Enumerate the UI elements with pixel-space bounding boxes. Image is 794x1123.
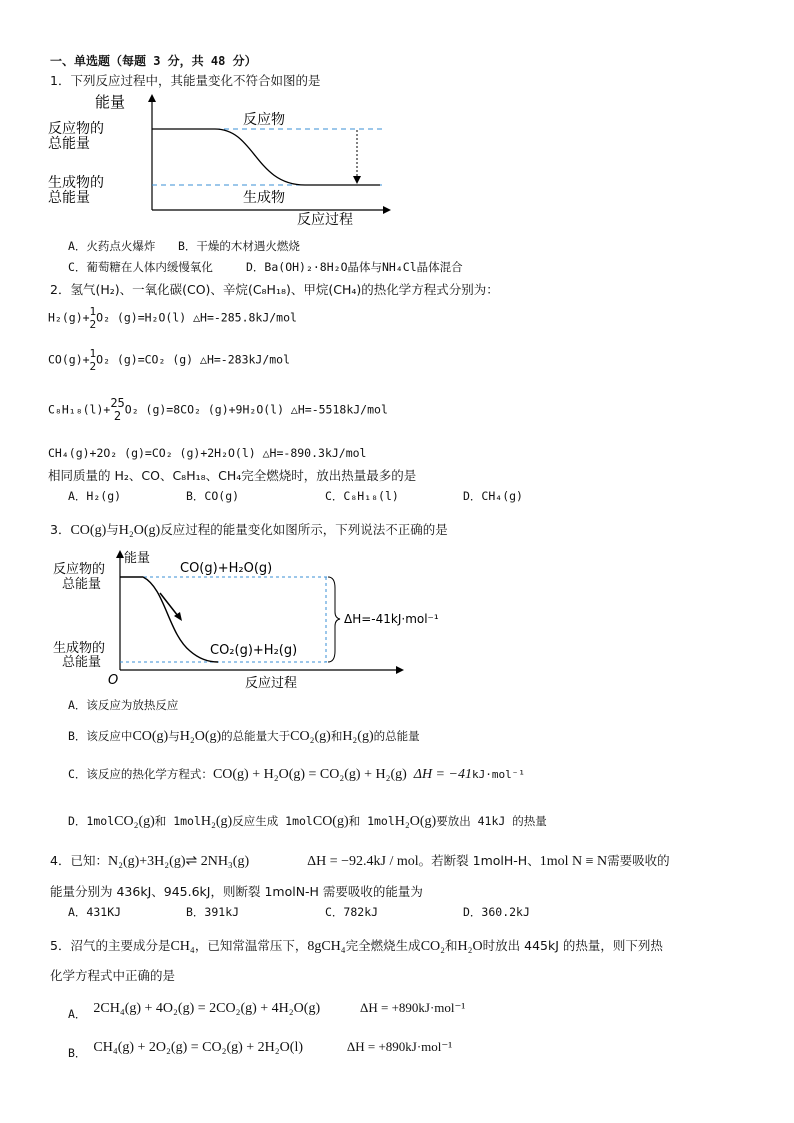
q2-eq1-post: O₂ (g)=H₂O(l) △H=-285.8kJ/mol — [96, 310, 297, 325]
q2-eq3-fraction — [110, 397, 124, 423]
q4-nn-bond: 1mol N ≡ N — [539, 854, 608, 869]
q5-h2o: H₂O — [457, 939, 483, 954]
q2-equation-3 — [48, 397, 388, 423]
q1-x-axis-arrow — [383, 206, 391, 214]
q4-option-b[interactable]: B．391kJ — [186, 905, 240, 919]
q1-energy-diagram — [40, 92, 400, 227]
q3-b-co2: CO₂(g) — [290, 729, 331, 744]
q2-eq1-pre: H₂(g)+ — [48, 310, 90, 325]
q2-option-c[interactable]: C．C₈H₁₈(l) — [325, 489, 399, 503]
q1-product-label: 生成物 — [243, 190, 285, 206]
q3-reactant-total-2: 总能量 — [62, 577, 102, 592]
q1-delta-arrow-head — [353, 176, 361, 184]
q3-option-d[interactable]: D．1molCO₂(g)和 1molH₂(g)反应生成 1molCO(g)和 1molH₂O(g)要放出 41kJ 的热量 — [68, 814, 547, 829]
q2-option-b[interactable]: B．CO(g) — [186, 489, 240, 503]
q3-reactant-label: CO(g)+H₂O(g) — [180, 561, 273, 576]
q4-stem: 4．已知：N₂(g)+3H₂(g)⇌ 2NH₃(g) ΔH = −92.4kJ / mol。若断裂 1molH-H、1mol N ≡ N需要吸收的 — [50, 853, 670, 869]
q1-reactant-total-2: 总能量 — [48, 136, 90, 152]
q3-y-axis-label: 能量 — [124, 551, 151, 566]
q5-option-a[interactable]: A． 2CH₄(g) + 4O₂(g) = 2CO₂(g) + 4H₂O(g) ΔH = +890kJ·mol⁻¹ — [68, 1000, 466, 1021]
q3-d-h2o: H₂O(g) — [394, 814, 437, 829]
q4-option-c[interactable]: C．782kJ — [325, 905, 379, 919]
q5-stem: 5．沼气的主要成分是CH₄，已知常温常压下，8gCH₄完全燃烧生成CO₂和H₂O时放出 445kJ 的热量，则下列热 — [50, 938, 663, 954]
q1-option-b[interactable]: B．干燥的木材遇火燃烧 — [178, 239, 300, 253]
q5-co2: CO₂ — [420, 939, 446, 954]
q3-energy-curve — [120, 577, 218, 662]
q3-product-label: CO₂(g)+H₂(g) — [210, 643, 298, 658]
q2-eq3-den: 2 — [113, 409, 122, 423]
q3-brace — [328, 577, 340, 662]
q2-option-a[interactable]: A．H₂(g) — [68, 489, 122, 503]
q3-d-co2: CO₂(g) — [114, 814, 155, 829]
q5-a-delta-h: ΔH = +890kJ·mol⁻¹ — [359, 1000, 466, 1015]
q3-reactant-total-1: 反应物的 — [53, 562, 106, 577]
q3-stem-h2o: H₂O(g) — [118, 523, 161, 538]
q1-reactant-total-1: 反应物的 — [48, 121, 104, 137]
q1-option-d[interactable]: D．Ba(OH)₂·8H₂O晶体与NH₄Cl晶体混合 — [246, 260, 463, 274]
q5-b-delta-h: ΔH = +890kJ·mol⁻¹ — [346, 1039, 453, 1054]
q2-eq2-pre: CO(g)+ — [48, 352, 90, 367]
q2-eq3-post: O₂ (g)=8CO₂ (g)+9H₂O(l) △H=-5518kJ/mol — [124, 402, 388, 417]
q2-eq2-num: 1 — [89, 347, 97, 360]
q3-stem-with: 与 — [106, 522, 119, 537]
q1-y-axis-arrow — [148, 94, 156, 102]
q3-origin: O — [108, 673, 119, 688]
q4-equation: N₂(g)+3H₂(g)⇌ 2NH₃(g) — [107, 854, 250, 869]
q3-direction-arrow — [160, 593, 178, 616]
q2-equation-4: CH₄(g)+2O₂ (g)=CO₂ (g)+2H₂O(l) △H=-890.3kJ/mol — [48, 446, 367, 460]
q3-option-a[interactable]: A．该反应为放热反应 — [68, 698, 179, 712]
q3-b-h2: H₂(g) — [342, 729, 374, 744]
q2-question: 相同质量的 H₂、CO、C₈H₁₈、CH₄完全燃烧时，放出热量最多的是 — [48, 468, 417, 483]
q5-stem-line2: 化学方程式中正确的是 — [50, 968, 176, 983]
q2-option-d[interactable]: D．CH₄(g) — [463, 489, 523, 503]
q3-option-b[interactable]: B．该反应中CO(g)与H₂O(g)的总能量大于CO₂(g)和H₂(g)的总能量 — [68, 729, 420, 744]
q2-stem: 2．氢气(H₂)、一氧化碳(CO)、辛烷(C₈H₁₈)、甲烷(CH₄)的热化学方程式分别为： — [50, 282, 499, 297]
q4-stem-line2: 能量分别为 436kJ、945.6kJ，则断裂 1molN-H 需要吸收的能量为 — [50, 884, 423, 899]
q3-product-total-2: 总能量 — [62, 655, 102, 670]
q4-delta-h: ΔH = −92.4kJ / mol — [307, 854, 419, 869]
q2-eq1-den: 2 — [89, 318, 97, 331]
q3-stem-rest: 反应过程的能量变化如图所示，下列说法不正确的是 — [160, 522, 448, 537]
q3-y-axis-arrow — [116, 550, 124, 558]
q1-option-a[interactable]: A．火药点火爆炸 — [68, 239, 156, 253]
q2-eq3-pre: C₈H₁₈(l)+ — [48, 402, 111, 417]
q3-d-co: CO(g) — [312, 814, 349, 829]
q3-option-c[interactable]: C．该反应的热化学方程式：CO(g) + H₂O(g) = CO₂(g) + H₂(g) ΔH = −41kJ·mol⁻¹ — [68, 767, 525, 782]
q5-ch4: CH₄ — [170, 939, 195, 954]
q1-energy-curve — [152, 129, 380, 185]
q1-stem: 1．下列反应过程中，其能量变化不符合如图的是 — [50, 73, 321, 88]
q1-option-c[interactable]: C．葡萄糖在人体内缓慢氧化 — [68, 260, 213, 274]
q3-x-axis-label: 反应过程 — [245, 676, 298, 691]
q3-b-co: CO(g) — [132, 729, 169, 744]
q4-option-a[interactable]: A．431KJ — [68, 905, 122, 919]
q5-a-equation: 2CH₄(g) + 4O₂(g) = 2CO₂(g) + 4H₂O(g) — [93, 1001, 321, 1016]
q5-option-b[interactable]: B． CH₄(g) + 2O₂(g) = CO₂(g) + 2H₂O(l) ΔH = +890kJ·mol⁻¹ — [68, 1039, 453, 1060]
q2-equation-1 — [48, 305, 297, 331]
q3-delta-h: ΔH=-41kJ·mol⁻¹ — [344, 612, 439, 626]
q3-stem-co: CO(g) — [70, 523, 107, 538]
q1-reactant-label: 反应物 — [243, 112, 285, 128]
q1-product-total-1: 生成物的 — [48, 175, 104, 191]
q3-c-delta-h: ΔH = −41 — [413, 767, 472, 782]
q3-c-unit: kJ·mol⁻¹ — [471, 768, 525, 781]
q3-stem-num: 3． — [50, 522, 71, 537]
q2-eq3-num: 25 — [110, 396, 125, 410]
q3-x-axis-arrow — [396, 666, 404, 674]
q3-stem — [50, 520, 448, 539]
q1-product-total-2: 总能量 — [48, 190, 90, 206]
q2-equation-2 — [48, 347, 290, 373]
q3-c-equation: CO(g) + H₂O(g) = CO₂(g) + H₂(g) — [212, 767, 407, 782]
q2-eq2-post: O₂ (g)=CO₂ (g) △H=-283kJ/mol — [96, 352, 291, 367]
q1-x-axis-label: 反应过程 — [297, 212, 353, 227]
q1-y-axis-label: 能量 — [95, 93, 126, 111]
q3-product-total-1: 生成物的 — [53, 641, 106, 656]
q2-eq1-num: 1 — [89, 305, 97, 318]
q3-d-h2: H₂(g) — [200, 814, 233, 829]
q5-b-equation: CH₄(g) + 2O₂(g) = CO₂(g) + 2H₂O(l) — [93, 1040, 303, 1055]
q3-b-h2o: H₂O(g) — [179, 729, 222, 744]
q4-option-d[interactable]: D．360.2kJ — [463, 905, 530, 919]
q3-energy-diagram — [40, 548, 460, 693]
section-title: 一、单选题（每题 3 分，共 48 分） — [50, 54, 257, 68]
q5-mass: 8gCH₄ — [307, 939, 346, 954]
q2-eq2-den: 2 — [89, 360, 97, 373]
